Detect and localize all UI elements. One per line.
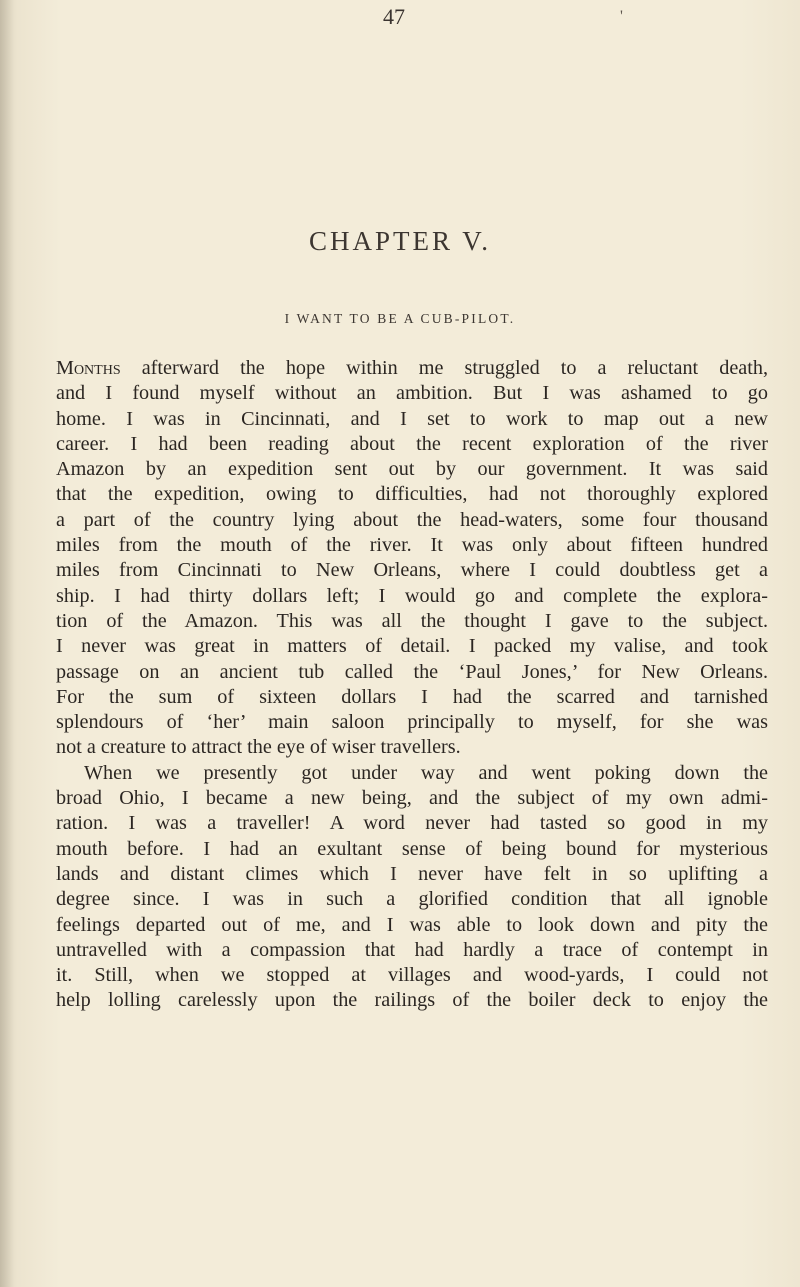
stray-mark: ' <box>620 8 623 25</box>
text-line: and I found myself without an ambition. But I was ashamed to go <box>56 382 768 405</box>
text-line: career. I had been reading about the recent exploration of the river <box>56 432 768 455</box>
text-line: For the sum of sixteen dollars I had the scarred and tarnished <box>56 685 768 708</box>
text-line: home. I was in Cincinnati, and I set to work to map out a new <box>56 407 768 430</box>
text-line: lands and distant climes which I never have felt in so uplifting a <box>56 862 768 885</box>
text-line: feelings departed out of me, and I was able to look down and pity the <box>56 913 768 936</box>
text-line: ship. I had thirty dollars left; I would go and complete the explora- <box>56 584 768 607</box>
opening-word: Months <box>56 357 121 379</box>
text-line: miles from the mouth of the river. It was only about fifteen hundred <box>56 534 768 557</box>
chapter-heading: CHAPTER V. <box>308 226 492 256</box>
text-line: help lolling carelessly upon the railings of the boiler deck to enjoy the <box>56 989 768 1012</box>
text-line: passage on an ancient tub called the ‘Paul Jones,’ for New Orleans. <box>56 660 768 683</box>
text-line: tion of the Amazon. This was all the thought I gave to the subject. <box>56 609 768 632</box>
text-line: I never was great in matters of detail. I packed my valise, and took <box>56 635 768 658</box>
chapter-title: I WANT TO BE A CUB-PILOT. <box>284 311 516 326</box>
spine-shadow <box>0 0 14 1287</box>
text-line: it. Still, when we stopped at villages and wood-yards, I could not <box>56 964 768 987</box>
text-line: ration. I was a traveller! A word never had tasted so good in my <box>56 812 768 835</box>
text-line: a part of the country lying about the head-waters, some four thousand <box>56 508 768 531</box>
body-text <box>56 356 768 1014</box>
text-line: broad Ohio, I became a new being, and the subject of my own admi- <box>56 787 768 810</box>
text-line: splendours of ‘her’ main saloon principally to myself, for she was <box>56 711 768 734</box>
text-line <box>56 356 768 381</box>
text-line: miles from Cincinnati to New Orleans, where I could doubtless get a <box>56 559 768 582</box>
text-line: Amazon by an expedition sent out by our government. It was said <box>56 458 768 481</box>
page-number: 47 <box>383 4 405 29</box>
text-line: not a creature to attract the eye of wiser travellers. <box>56 736 461 759</box>
text-line: degree since. I was in such a glorified condition that all ignoble <box>56 888 768 911</box>
text-line: that the expedition, owing to difficulties, had not thoroughly explored <box>56 483 768 506</box>
text-line-content: afterward the hope within me struggled to a reluctant death, <box>120 357 768 379</box>
text-line: When we presently got under way and went poking down the <box>84 761 768 784</box>
text-line: untravelled with a compassion that had hardly a trace of contempt in <box>56 938 768 961</box>
text-line: mouth before. I had an exultant sense of being bound for mysterious <box>56 837 768 860</box>
